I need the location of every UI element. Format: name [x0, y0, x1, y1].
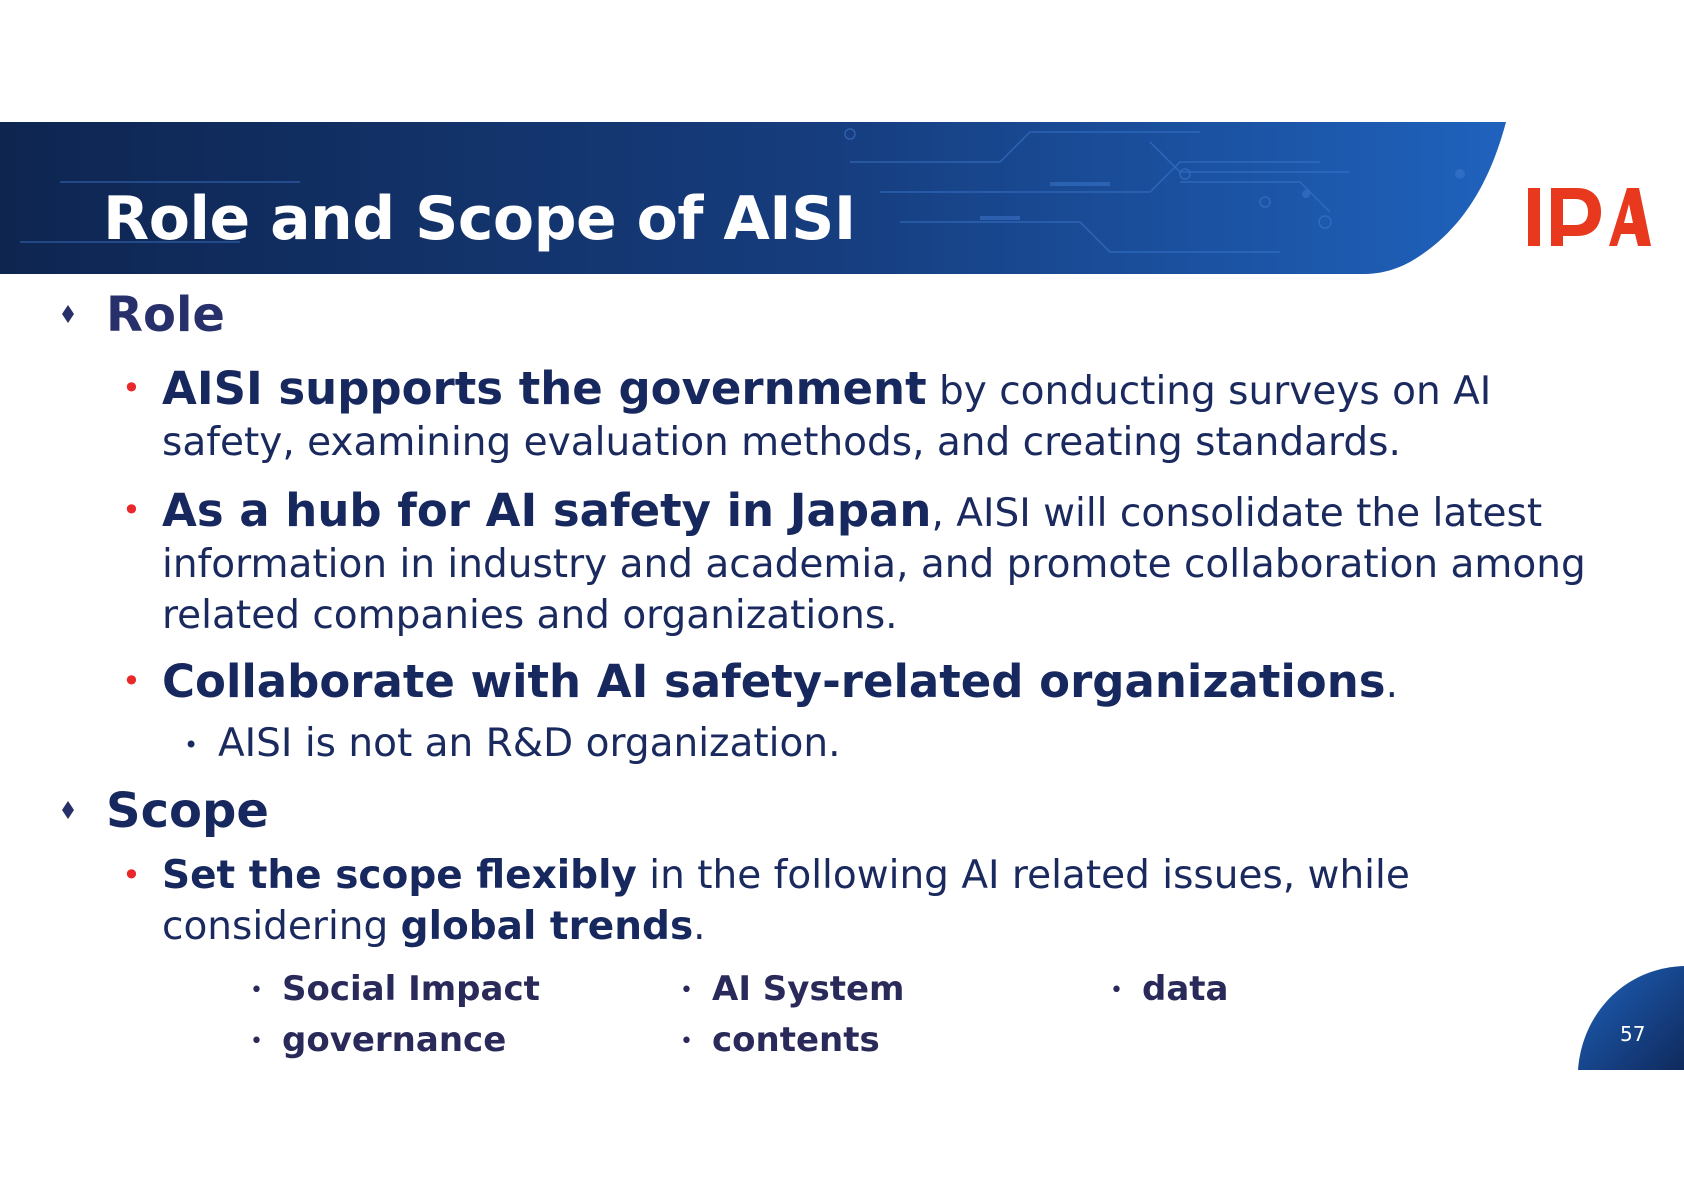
ipa-logo-icon: [1525, 182, 1651, 252]
small-bullet-icon: •: [184, 731, 199, 759]
red-bullet-icon: •: [122, 369, 141, 407]
diamond-bullet-icon: [62, 305, 74, 323]
diamond-bullet-icon: [62, 801, 74, 819]
issue-social-impact: • Social Impact: [250, 967, 540, 1013]
small-bullet-icon: •: [680, 977, 693, 1003]
role-item-3-bold: Collaborate with AI safety-related organizations: [162, 655, 1386, 708]
role-item-1-bold: AISI supports the government: [162, 362, 927, 415]
small-bullet-icon: •: [1110, 977, 1123, 1003]
role-item-2-text: , AISI will consolidate the latest information in industry and academia, and promote collaboration among related companies and organizations.: [162, 491, 1586, 638]
role-item-1-text: by conducting surveys on AI safety, examining evaluation methods, and creating standards.: [162, 369, 1492, 465]
small-bullet-icon: •: [250, 977, 263, 1003]
red-bullet-icon: •: [122, 491, 141, 529]
page-number: 57: [1620, 1022, 1646, 1046]
ipa-logo: [1525, 182, 1651, 252]
small-bullet-icon: •: [250, 1028, 263, 1054]
issue-contents: • contents: [680, 1018, 880, 1064]
issue-data: • data: [1110, 967, 1228, 1013]
slide-title: Role and Scope of AISI: [103, 184, 856, 254]
small-bullet-icon: •: [680, 1028, 693, 1054]
red-bullet-icon: •: [122, 662, 141, 700]
role-sub-item: • AISI is not an R&D organization.: [184, 718, 841, 771]
red-bullet-icon: •: [122, 856, 141, 894]
scope-item-bold-2: global trends: [400, 904, 694, 949]
role-item-2-bold: As a hub for AI safety in Japan: [162, 484, 932, 537]
scope-item-bold-1: Set the scope flexibly: [162, 853, 637, 898]
issue-ai-system: • AI System: [680, 967, 904, 1013]
role-item-3-text: .: [1385, 662, 1398, 707]
issue-governance: • governance: [250, 1018, 506, 1064]
page-corner-graphic: [1578, 966, 1684, 1070]
